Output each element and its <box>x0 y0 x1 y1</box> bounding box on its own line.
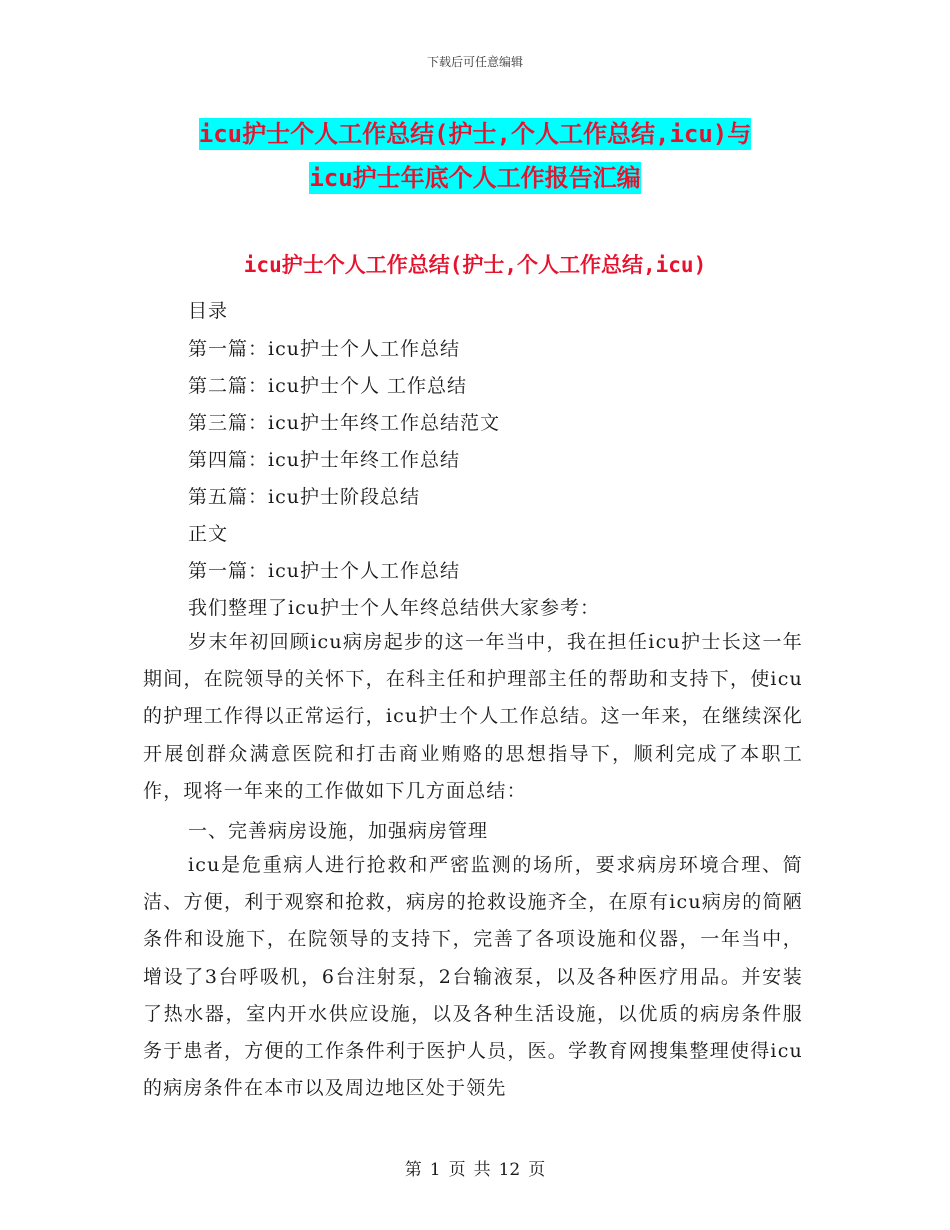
total-unit: 页 <box>528 1160 546 1180</box>
toc-item-1: 第一篇：icu护士个人工作总结 <box>188 338 460 360</box>
toc-item-3: 第三篇：icu护士年终工作总结范文 <box>188 412 500 434</box>
page-footer <box>0 1155 950 1180</box>
paragraph-1-text: 岁末年初回顾icu病房起步的这一年当中，我在担任icu护士长这一年期间，在院领导的关怀下，在科主任和护理部主任的帮助和支持下，使icu的护理工作得以正常运行，icu护士个人工作总结。这一年来，在继续深化开展创群众满意医院和打击商业贿赂的思想指导下，顺利完成了本职工作，现将一年来的工作做如下几方面总结： <box>143 631 803 802</box>
chapter-title: 第一篇：icu护士个人工作总结 <box>188 560 460 582</box>
document-title-line-2 <box>0 158 950 193</box>
toc-item-5: 第五篇：icu护士阶段总结 <box>188 486 420 508</box>
intro-line: 我们整理了icu护士个人年终总结供大家参考： <box>188 597 600 619</box>
page-unit: 页 <box>448 1160 466 1180</box>
toc-item-4: 第四篇：icu护士年终工作总结 <box>188 449 460 471</box>
page-label: 第 <box>404 1160 422 1180</box>
total-label: 共 <box>473 1160 491 1180</box>
header-note: 下载后可任意编辑 <box>426 55 523 69</box>
page-number: 1 <box>429 1160 441 1180</box>
paragraph-2-text: icu是危重病人进行抢救和严密监测的场所，要求病房环境合理、简洁、方便，利于观察和抢救，病房的抢救设施齐全，在原有icu病房的简陋条件和设施下，在院领导的支持下，完善了各项设施和仪器，一年当中，增设了3台呼吸机，6台注射泵，2台输液泵，以及各种医疗用品。并安装了热水器，室内开水供应设施，以及各种生活设施，以优质的病房条件服务于患者，方便的工作条件利于医护人员，医。学教育网搜集整理使得icu的病房条件在本市以及周边地区处于领先 <box>143 854 803 1100</box>
toc-heading: 目录 <box>188 300 229 322</box>
document-title-text-1: icu护士个人工作总结(护士,个人工作总结,icu)与 <box>198 120 752 148</box>
toc-item-2: 第二篇：icu护士个人 工作总结 <box>188 375 467 397</box>
paragraph-1 <box>143 624 803 810</box>
document-title-line-1 <box>0 114 950 149</box>
total-pages: 12 <box>498 1160 521 1180</box>
paragraph-2 <box>143 847 803 1107</box>
document-title-text-2: icu护士年底个人工作报告汇编 <box>309 164 641 192</box>
section-title: icu护士个人工作总结(护士,个人工作总结,icu) <box>243 253 707 277</box>
body-heading: 正文 <box>188 523 229 545</box>
point-1-title: 一、完善病房设施，加强病房管理 <box>188 820 489 842</box>
